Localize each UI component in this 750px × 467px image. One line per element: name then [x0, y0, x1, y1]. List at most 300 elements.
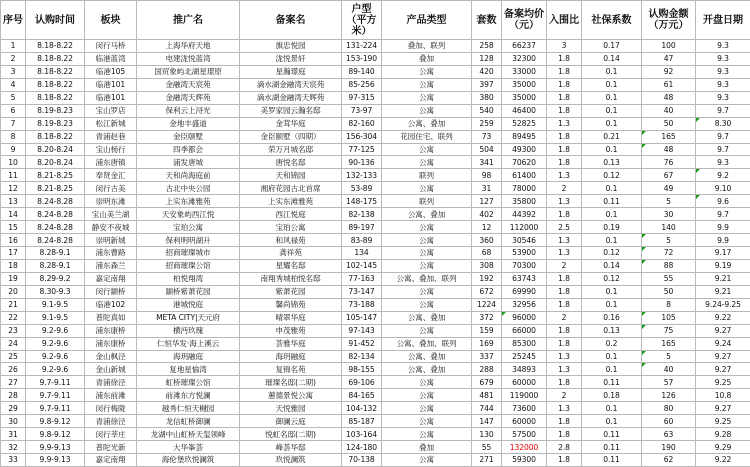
- cell-district: 临港101: [85, 91, 137, 104]
- cell-unit-size: 69-106: [342, 376, 382, 389]
- cell-unit-count: 271: [472, 454, 502, 467]
- cell-filing-name: 美罗家园云瀚名邸: [240, 104, 342, 117]
- cell-unit-count: 744: [472, 402, 502, 415]
- cell-qualify-ratio: 1.8: [547, 156, 582, 169]
- cell-promo-name: 招商璀璨公馆: [137, 259, 240, 272]
- cell-opening-date: 9.27: [696, 324, 750, 337]
- cell-district: 临港101: [85, 78, 137, 91]
- cell-subscription-time: 9.7-9.11: [26, 376, 85, 389]
- cell-product-type: 公寓: [382, 454, 472, 467]
- cell-filing-name: 玖悦澜筑: [240, 454, 342, 467]
- table-row: [1, 285, 750, 298]
- cell-filing-name: 荟雅华庭: [240, 337, 342, 350]
- cell-qualify-ratio: 1.8: [547, 52, 582, 65]
- cell-unit-size: 105-147: [342, 311, 382, 324]
- header-opening-date: 开盘日期: [696, 1, 750, 40]
- cell-qualify-ratio: 1.8: [547, 428, 582, 441]
- table-row: [1, 208, 750, 221]
- table-row: [1, 389, 750, 402]
- cell-filing-price: 52825: [502, 117, 547, 130]
- cell-filing-name: 紫萧花园: [240, 285, 342, 298]
- table-row: [1, 117, 750, 130]
- cell-unit-size: 104-132: [342, 402, 382, 415]
- cell-qualify-ratio: 1.3: [547, 350, 582, 363]
- table-row: [1, 454, 750, 467]
- cell-qualify-ratio: 1.8: [547, 78, 582, 91]
- cell-filing-price-flagged: 96000: [502, 311, 547, 324]
- cell-opening-date-flagged: 9.2: [696, 169, 750, 182]
- cell-social-security-coef: 0.17: [582, 40, 642, 53]
- cell-product-type: 公寓: [382, 182, 472, 195]
- cell-qualify-ratio: 1.3: [547, 234, 582, 247]
- cell-opening-date: 9.27: [696, 350, 750, 363]
- table-row: [1, 78, 750, 91]
- cell-district: 嘉定南翔: [85, 272, 137, 285]
- cell-subscription-time: 8.20-8.24: [26, 156, 85, 169]
- cell-social-security-coef: 0.1: [582, 234, 642, 247]
- cell-unit-size: 73-188: [342, 298, 382, 311]
- cell-social-security-coef: 0.1: [582, 298, 642, 311]
- header-unit-size: 户型（平方米）: [342, 1, 382, 40]
- cell-unit-count: 420: [472, 65, 502, 78]
- cell-unit-count: 31: [472, 182, 502, 195]
- cell-filing-name: 和风禄苑: [240, 234, 342, 247]
- table-row: [1, 130, 750, 143]
- cell-unit-count: 360: [472, 234, 502, 247]
- cell-opening-date-flagged: 9.6: [696, 195, 750, 208]
- cell-qualify-ratio: 1.3: [547, 402, 582, 415]
- cell-social-security-coef: 0.11: [582, 428, 642, 441]
- table-row: [1, 350, 750, 363]
- cell-unit-size: 77-125: [342, 143, 382, 156]
- cell-filing-name: 天悦雅园: [240, 402, 342, 415]
- cell-subscription-time: 8.24-8.28: [26, 221, 85, 234]
- cell-unit-count: 169: [472, 337, 502, 350]
- cell-unit-size: 85-187: [342, 415, 382, 428]
- cell-district: 临港102: [85, 298, 137, 311]
- cell-social-security-coef: 0.12: [582, 247, 642, 260]
- cell-social-security-coef: 0.11: [582, 195, 642, 208]
- cell-district: 闵行马桥: [85, 40, 137, 53]
- cell-social-security-coef: 0.1: [582, 143, 642, 156]
- cell-unit-count: 481: [472, 389, 502, 402]
- cell-subscription-amount-flagged: 48: [642, 143, 696, 156]
- cell-unit-size: 77-163: [342, 272, 382, 285]
- cell-unit-size: 82-134: [342, 350, 382, 363]
- cell-unit-size: 97-143: [342, 324, 382, 337]
- cell-filing-name: 滴水湖金融湾天宸苑: [240, 78, 342, 91]
- cell-subscription-amount: 50: [642, 285, 696, 298]
- cell-subscription-time: 8.18-8.22: [26, 91, 85, 104]
- table-row: [1, 376, 750, 389]
- cell-filing-price: 60000: [502, 376, 547, 389]
- cell-district: 崇明东滩: [85, 195, 137, 208]
- cell-filing-name: 上实东滩雅苑: [240, 195, 342, 208]
- cell-product-type: 公寓: [382, 298, 472, 311]
- cell-subscription-amount: 47: [642, 52, 696, 65]
- cell-opening-date: 9.7: [696, 104, 750, 117]
- cell-filing-price: 66000: [502, 324, 547, 337]
- cell-filing-name: 泷悦景轩: [240, 52, 342, 65]
- cell-subscription-amount: 80: [642, 402, 696, 415]
- cell-seq: 22: [1, 311, 26, 324]
- cell-unit-size: 134: [342, 247, 382, 260]
- cell-product-type: 联列: [382, 169, 472, 182]
- cell-social-security-coef: 0.11: [582, 454, 642, 467]
- cell-subscription-time: 9.1-9.5: [26, 298, 85, 311]
- cell-opening-date: 9.3: [696, 91, 750, 104]
- cell-district: 崇明新城: [85, 234, 137, 247]
- cell-qualify-ratio: 1.8: [547, 104, 582, 117]
- cell-unit-size: 124-180: [342, 441, 382, 454]
- cell-unit-size: 148-175: [342, 195, 382, 208]
- cell-filing-price: 35800: [502, 195, 547, 208]
- cell-subscription-time: 9.2-9.6: [26, 350, 85, 363]
- header-social-security-coef: 社保系数: [582, 1, 642, 40]
- cell-qualify-ratio: 1.8: [547, 415, 582, 428]
- cell-product-type: 公寓: [382, 376, 472, 389]
- cell-seq: 5: [1, 91, 26, 104]
- cell-opening-date-flagged: 8.30: [696, 117, 750, 130]
- cell-social-security-coef: 0.1: [582, 415, 642, 428]
- cell-social-security-coef: 0.1: [582, 104, 642, 117]
- cell-filing-name: 宝珀公寓: [240, 221, 342, 234]
- cell-promo-name: 天和尚海庭前: [137, 169, 240, 182]
- cell-filing-name: 蕙德景悦公寓: [240, 389, 342, 402]
- cell-promo-name: 复地星愉湾: [137, 363, 240, 376]
- cell-subscription-amount-flagged: 5: [642, 350, 696, 363]
- cell-opening-date: 9.24: [696, 337, 750, 350]
- cell-subscription-amount: 48: [642, 91, 696, 104]
- cell-opening-date: 9.17: [696, 247, 750, 260]
- cell-filing-price: 66237: [502, 40, 547, 53]
- cell-qualify-ratio: 1.8: [547, 272, 582, 285]
- cell-filing-price: 59300: [502, 454, 547, 467]
- cell-unit-size: 70-138: [342, 454, 382, 467]
- cell-qualify-ratio: 2: [547, 182, 582, 195]
- cell-subscription-time: 8.24-8.28: [26, 208, 85, 221]
- cell-promo-name: 天安象屿西江悦: [137, 208, 240, 221]
- cell-promo-name: 金融湾天宸苑: [137, 78, 240, 91]
- cell-filing-price: 57500: [502, 428, 547, 441]
- cell-subscription-time: 8.21-8.25: [26, 169, 85, 182]
- cell-unit-count: 98: [472, 169, 502, 182]
- cell-unit-count: 130: [472, 428, 502, 441]
- cell-unit-size: 53-89: [342, 182, 382, 195]
- cell-promo-name: 龙信虹桥御澜: [137, 415, 240, 428]
- cell-filing-name: 荣万月城名邸: [240, 143, 342, 156]
- cell-filing-price: 73600: [502, 402, 547, 415]
- cell-filing-name: 馨尚锦苑: [240, 298, 342, 311]
- cell-filing-price: 34893: [502, 363, 547, 376]
- cell-product-type: 联列: [382, 195, 472, 208]
- cell-qualify-ratio: 2.8: [547, 441, 582, 454]
- cell-seq: 6: [1, 104, 26, 117]
- cell-opening-date: 9.22: [696, 311, 750, 324]
- cell-promo-name: 龙湖中山虹桥天玺领峰: [137, 428, 240, 441]
- cell-filing-name: 璀璨名邸(二期): [240, 376, 342, 389]
- cell-unit-count: 55: [472, 441, 502, 454]
- cell-unit-count: 128: [472, 52, 502, 65]
- cell-product-type: 公寓: [382, 324, 472, 337]
- cell-promo-name: 仁恒华发·海上溪云: [137, 337, 240, 350]
- cell-subscription-time: 8.18-8.22: [26, 130, 85, 143]
- cell-product-type: 叠加: [382, 441, 472, 454]
- cell-promo-name: 横沔玖瑰: [137, 324, 240, 337]
- cell-unit-count: 258: [472, 40, 502, 53]
- cell-subscription-amount: 67: [642, 169, 696, 182]
- cell-district: 松江新城: [85, 117, 137, 130]
- table-row: [1, 195, 750, 208]
- cell-unit-count: 73: [472, 130, 502, 143]
- cell-filing-name: 旗忠悦园: [240, 40, 342, 53]
- cell-seq: 15: [1, 221, 26, 234]
- cell-unit-size: 73-147: [342, 285, 382, 298]
- cell-qualify-ratio: 2: [547, 259, 582, 272]
- cell-district: 青浦徐泾: [85, 415, 137, 428]
- cell-filing-name: 天和锦园: [240, 169, 342, 182]
- cell-seq: 2: [1, 52, 26, 65]
- cell-filing-name: 御澜云庭: [240, 415, 342, 428]
- cell-promo-name: 上海华府天地: [137, 40, 240, 53]
- cell-filing-name: 晴翠华庭: [240, 311, 342, 324]
- cell-seq: 24: [1, 337, 26, 350]
- cell-product-type: 公寓: [382, 259, 472, 272]
- cell-unit-count: 380: [472, 91, 502, 104]
- header-subscription-amount: 认购金额（万元）: [642, 1, 696, 40]
- cell-filing-price: 33000: [502, 65, 547, 78]
- cell-unit-size: 82-138: [342, 208, 382, 221]
- cell-subscription-amount: 55: [642, 272, 696, 285]
- cell-filing-name: 金茸华庭: [240, 117, 342, 130]
- cell-filing-price: 85300: [502, 337, 547, 350]
- cell-filing-name: 龚祥苑: [240, 247, 342, 260]
- cell-social-security-coef: 0.18: [582, 389, 642, 402]
- cell-subscription-time: 8.28-9.1: [26, 247, 85, 260]
- cell-opening-date: 9.9: [696, 221, 750, 234]
- cell-unit-size: 131-224: [342, 40, 382, 53]
- cell-unit-count: 341: [472, 156, 502, 169]
- cell-unit-count: 337: [472, 350, 502, 363]
- cell-unit-count: 308: [472, 259, 502, 272]
- cell-unit-count: 540: [472, 104, 502, 117]
- cell-product-type: 花园住宅、联列: [382, 130, 472, 143]
- cell-product-type: 公寓、叠加、联列: [382, 337, 472, 350]
- cell-social-security-coef: 0.1: [582, 363, 642, 376]
- cell-promo-name: 海伦堡玖悦澜筑: [137, 454, 240, 467]
- cell-qualify-ratio: 1.8: [547, 298, 582, 311]
- cell-qualify-ratio: 1.3: [547, 247, 582, 260]
- cell-filing-price: 32300: [502, 52, 547, 65]
- cell-seq: 10: [1, 156, 26, 169]
- cell-product-type: 公寓: [382, 91, 472, 104]
- cell-unit-count: 259: [472, 117, 502, 130]
- table-body: [1, 40, 750, 467]
- cell-social-security-coef: 0.21: [582, 130, 642, 143]
- cell-filing-price: 69990: [502, 285, 547, 298]
- cell-filing-name: 海玥融庭: [240, 350, 342, 363]
- cell-district: 宝山罗店: [85, 104, 137, 117]
- cell-product-type: 公寓: [382, 65, 472, 78]
- table-row: [1, 441, 750, 454]
- cell-opening-date: 9.29: [696, 441, 750, 454]
- cell-seq: 31: [1, 428, 26, 441]
- table-row: [1, 182, 750, 195]
- cell-filing-price: 32956: [502, 298, 547, 311]
- cell-opening-date: 9.22: [696, 454, 750, 467]
- cell-district: 普陀真如: [85, 311, 137, 324]
- cell-subscription-time: 8.21-8.25: [26, 182, 85, 195]
- cell-seq: 3: [1, 65, 26, 78]
- cell-product-type: 公寓: [382, 104, 472, 117]
- cell-unit-size: 103-164: [342, 428, 382, 441]
- cell-district: 闵行颛桥: [85, 285, 137, 298]
- cell-unit-count: 159: [472, 324, 502, 337]
- cell-social-security-coef: 0.11: [582, 441, 642, 454]
- cell-seq: 11: [1, 169, 26, 182]
- table-row: [1, 428, 750, 441]
- table-row: [1, 324, 750, 337]
- cell-social-security-coef: 0.12: [582, 169, 642, 182]
- cell-unit-count: 1224: [472, 298, 502, 311]
- cell-qualify-ratio: 1.8: [547, 337, 582, 350]
- cell-product-type: 公寓: [382, 234, 472, 247]
- cell-seq: 19: [1, 272, 26, 285]
- cell-seq: 26: [1, 363, 26, 376]
- cell-subscription-amount-flagged: 72: [642, 247, 696, 260]
- cell-qualify-ratio: 1.8: [547, 324, 582, 337]
- cell-district: 浦东康桥: [85, 324, 137, 337]
- cell-promo-name: 越秀仁恒天樾园: [137, 402, 240, 415]
- cell-qualify-ratio: 1.3: [547, 363, 582, 376]
- cell-filing-name: 星耀名邸: [240, 259, 342, 272]
- header-subscription-time: 认购时间: [26, 1, 85, 40]
- cell-district: 浦东唐镇: [85, 156, 137, 169]
- cell-district: 宝山美兰湖: [85, 208, 137, 221]
- table-row: [1, 143, 750, 156]
- cell-district: 闵行古美: [85, 182, 137, 195]
- cell-subscription-time: 8.19-8.23: [26, 104, 85, 117]
- cell-unit-count: 12: [472, 221, 502, 234]
- header-unit-count: 套数: [472, 1, 502, 40]
- header-product-type: 产品类型: [382, 1, 472, 40]
- cell-unit-count: 672: [472, 285, 502, 298]
- cell-seq: 1: [1, 40, 26, 53]
- header-row: [1, 1, 750, 40]
- cell-unit-size: 153-190: [342, 52, 382, 65]
- table-row: [1, 91, 750, 104]
- cell-product-type: 公寓: [382, 415, 472, 428]
- cell-district: 浦东曹路: [85, 247, 137, 260]
- cell-promo-name: 宝珀公寓: [137, 221, 240, 234]
- cell-promo-name: 海玥融庭: [137, 350, 240, 363]
- cell-district: 浦东前滩: [85, 389, 137, 402]
- cell-opening-date: 9.10: [696, 182, 750, 195]
- table-row: [1, 311, 750, 324]
- cell-district: 临港105: [85, 65, 137, 78]
- cell-social-security-coef: 0.16: [582, 311, 642, 324]
- header-filing-price: 备案均价（元）: [502, 1, 547, 40]
- cell-subscription-amount-flagged: 105: [642, 311, 696, 324]
- cell-unit-size: 89-197: [342, 221, 382, 234]
- cell-subscription-time: 9.2-9.6: [26, 324, 85, 337]
- cell-unit-size: 98-155: [342, 363, 382, 376]
- cell-product-type: 公寓、叠加: [382, 311, 472, 324]
- cell-district: 金山枫泾: [85, 350, 137, 363]
- cell-product-type: 公寓、叠加: [382, 363, 472, 376]
- cell-filing-name: 峰荟华邸: [240, 441, 342, 454]
- cell-product-type: 公寓、叠加: [382, 350, 472, 363]
- cell-subscription-amount: 126: [642, 389, 696, 402]
- cell-district: 临港蓝湾: [85, 52, 137, 65]
- cell-social-security-coef: 0.1: [582, 91, 642, 104]
- cell-product-type: 公寓: [382, 247, 472, 260]
- cell-qualify-ratio: 2: [547, 389, 582, 402]
- cell-promo-name: 虹桥璀璨公馆: [137, 376, 240, 389]
- cell-promo-name: META CITY|天元府: [137, 311, 240, 324]
- cell-seq: 4: [1, 78, 26, 91]
- cell-subscription-time: 8.18-8.22: [26, 52, 85, 65]
- table-row: [1, 52, 750, 65]
- cell-unit-count: 68: [472, 247, 502, 260]
- cell-unit-size: 102-145: [342, 259, 382, 272]
- cell-seq: 13: [1, 195, 26, 208]
- table-row: [1, 272, 750, 285]
- cell-district: 青浦赵巷: [85, 130, 137, 143]
- cell-product-type: 公寓: [382, 428, 472, 441]
- cell-opening-date: 9.3: [696, 52, 750, 65]
- cell-seq: 27: [1, 376, 26, 389]
- cell-qualify-ratio: 2.5: [547, 221, 582, 234]
- cell-subscription-time: 9.9-9.13: [26, 441, 85, 454]
- cell-social-security-coef: 0.14: [582, 259, 642, 272]
- cell-seq: 7: [1, 117, 26, 130]
- cell-seq: 29: [1, 402, 26, 415]
- cell-seq: 25: [1, 350, 26, 363]
- cell-seq: 21: [1, 298, 26, 311]
- cell-unit-count: 679: [472, 376, 502, 389]
- cell-filing-price: 119000: [502, 389, 547, 402]
- cell-district: 闵行梅陇: [85, 402, 137, 415]
- cell-filing-price: 63743: [502, 272, 547, 285]
- cell-social-security-coef: 0.1: [582, 78, 642, 91]
- cell-subscription-amount: 76: [642, 156, 696, 169]
- cell-social-security-coef: 0.11: [582, 376, 642, 389]
- cell-subscription-amount-flagged: 40: [642, 363, 696, 376]
- cell-filing-name: 湘府花园古北首席: [240, 182, 342, 195]
- cell-promo-name: 大华峯荟: [137, 441, 240, 454]
- cell-social-security-coef: 0.19: [582, 221, 642, 234]
- cell-unit-size: 84-165: [342, 389, 382, 402]
- cell-promo-name: 四季都会: [137, 143, 240, 156]
- cell-seq: 16: [1, 234, 26, 247]
- cell-promo-name: 保利云上浔光: [137, 104, 240, 117]
- cell-opening-date: 9.7: [696, 143, 750, 156]
- cell-seq: 23: [1, 324, 26, 337]
- table-row: [1, 402, 750, 415]
- cell-opening-date: 10.8: [696, 389, 750, 402]
- cell-promo-name: 上实东滩雅苑: [137, 195, 240, 208]
- cell-opening-date: 9.3: [696, 78, 750, 91]
- cell-subscription-time: 8.29-9.2: [26, 272, 85, 285]
- cell-social-security-coef: 0.12: [582, 272, 642, 285]
- cell-social-security-coef: 0.13: [582, 156, 642, 169]
- cell-promo-name: 港城悦庭: [137, 298, 240, 311]
- cell-seq: 33: [1, 454, 26, 467]
- cell-opening-date: 9.21: [696, 272, 750, 285]
- cell-opening-date: 9.25: [696, 376, 750, 389]
- cell-subscription-amount: 50: [642, 117, 696, 130]
